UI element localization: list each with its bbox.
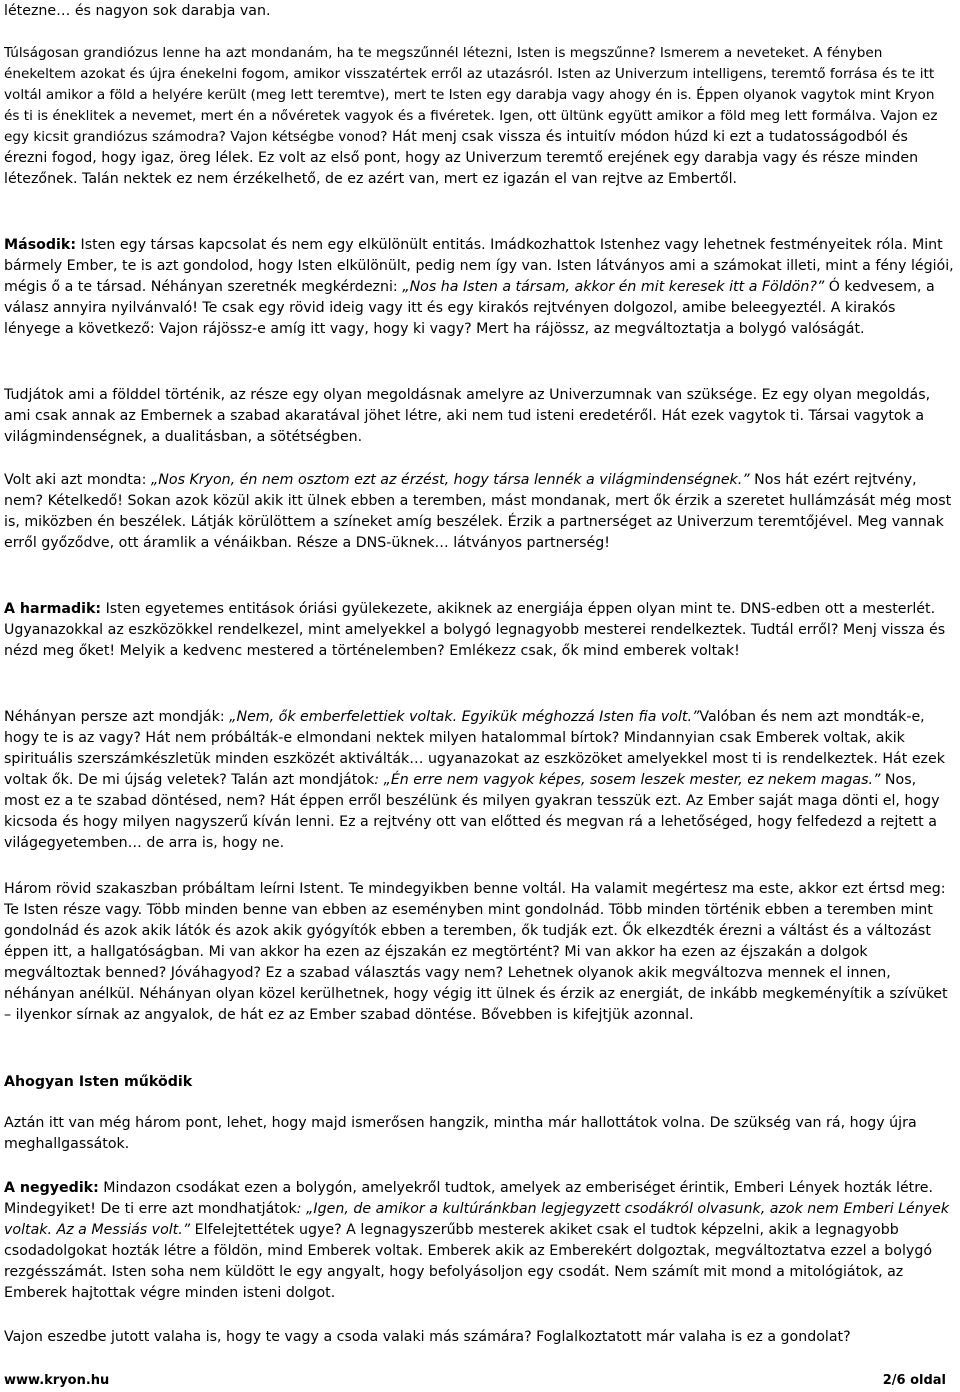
paragraph-summary	[4, 879, 954, 1026]
paragraph-fourth-point	[4, 1178, 954, 1304]
paragraph-text: Volt aki azt mondta:	[4, 472, 151, 488]
quote-text: : „Én erre nem vagyok képes, sosem leszek mester, ez nekem magas.”	[374, 772, 881, 788]
paragraph-text: Három rövid szakaszban próbáltam leírni Istent. Te mindegyikben benne voltál. Ha valamit megértesz ma este, akkor ezt értsd meg: Te Isten része vagy. Több minden benne van ebben az eseményben mint gondolnád. Több minden történik ebben a teremben mint gondolnád és azok akik látók és azok akik gyógyítók ebben a teremben, ők tudják ezt. Ők elkezdték érezni a váltást és a változást éppen itt, a hallgatóságban. Mi van akkor ha ezen az éjszakán ez megtörtént? Mi van akkor ha ezen az éjszakán a dolgok megváltoztak benned? Jóváhagyod? Ez a szabad választás vagy nem? Lehetnek olyanok akik megváltozva mennek el innen, néhányan anélkül. Néhányan olyan közel kerülhetnek, hogy végig itt ülnek és érzik az energiát, de inkább megkeményítik a szívüket – ilyenkor sírnak az angyalok, de hát ez az Ember szabad döntése. Bővebben is kifejtjük azonnal.	[4, 881, 948, 1023]
point-label: Második:	[4, 237, 77, 253]
quote-text: „Nos ha Isten a társam, akkor én mit keresek itt a Földön?”	[402, 279, 825, 295]
paragraph-closing-question	[4, 1327, 954, 1348]
paragraph-second-point	[4, 235, 954, 340]
paragraph-text: Tudjátok ami a földdel történik, az része egy olyan megoldásnak amelyre az Univerzumnak van szüksége. Ez egy olyan megoldás, ami csak annak az Embernek a szabad akaratával jöhet létre, aki nem tud isteni eredetéről. Hát ezek vagytok ti. Társai vagytok a világmindenségnek, a dualitásban, a sötétségben.	[4, 387, 931, 445]
paragraph-text: Vajon eszedbe jutott valaha is, hogy te vagy a csoda valaki más számára? Foglalkoztatott már valaha is ez a gondolat?	[4, 1329, 851, 1345]
paragraph-earth-solution	[4, 385, 954, 448]
paragraph-text: Elfelejtettétek ugye? A legnagyszerűbb mesterek akiket csak el tudtok képzelni, akik a legnagyobb csodadolgokat hozták létre a földön, mind Emberek voltak. Emberek akik az Emberekért dolgoztak, megváltoztatva ezzel a bolygó rezgésszámát. Isten soha nem küldött le egy angyalt, hogy befolyásoljon egy csodát. Nem számít mit mond a mitológiátok, az Emberek hajtottak végre minden isteni dolgot.	[4, 1222, 933, 1301]
paragraph-text: Valóban és nem azt mondták-e, hogy te is az vagy? Hát nem próbálták-e elmondani nektek milyen hatalommal bírtok? Mindannyian csak Emberek voltak, akik spirituális szerszámkészletük minden eszközét aktiválták… ugyanazokat az eszközöket amelyekkel most ti is rendelkeztek. Hát ezek voltak ők. De mi újság veletek? Talán azt mondjátok	[4, 709, 945, 788]
quote-text: „Nos Kryon, én nem osztom ezt az érzést, hogy társa lennék a világmindenségnek.”	[150, 472, 750, 488]
paragraph-text: Aztán itt van még három pont, lehet, hogy majd ismerősen hangzik, mintha már hallottátok volna. De szükség van rá, hogy újra meghallgassátok.	[4, 1115, 917, 1152]
paragraph-third-point	[4, 599, 954, 662]
paragraph-text: Hát menj csak vissza és intuitív módon húzd ki ezt a tudatosságodból és érezni fogod, hogy igaz, öreg lélek. Ez volt az első pont, hogy az Univerzum teremtő erejének egy darabja vagy és része minden létezőnek. Talán nektek ez nem érzékelhető, de ez azért van, mert ez igazán el van rejtve az Embertől.	[4, 129, 919, 187]
paragraph-text: Ó kedvesem, a válasz annyira nyilvánvaló! Te csak egy rövid ideig vagy itt és egy kirakós rejtvényen dolgozol, amibe beleegyeztél. A kirakós lényege a következő: Vajon rájössz-e amíg itt vagy, hogy ki vagy? Mert ha rájössz, az megváltoztatja a bolygó valóságát.	[4, 279, 935, 337]
point-label: A harmadik:	[4, 601, 102, 617]
paragraph-first-point	[4, 43, 954, 190]
quote-text: „Nem, ők emberfelettiek voltak. Egyikük méghozzá Isten fia volt.”	[229, 709, 700, 725]
paragraph-text: Nos hát ezért rejtvény, nem? Kételkedő! Sokan azok közül akik itt ülnek ebben a teremben, mást mondanak, mert ők érzik a szeretet hullámzását még most is, miközben én beszélek. Látják körülöttem a színeket amíg beszélek. Érzik a partnerséget az Univerzum teremtőjével. Meg vannak erről győződve, ott áramlik a vénáikban. Része a DNS-üknek… látványos partnerség!	[4, 472, 952, 551]
paragraph-text: létezne… és nagyon sok darabja van.	[4, 3, 271, 19]
paragraph-text: Mindazon csodákat ezen a bolygón, amelyekről tudtok, amelyek az emberiséget érintik, Emberi Lények hozták létre. Mindegyiket! De ti erre azt mondhatjátok	[4, 1180, 934, 1217]
paragraph-doubter	[4, 470, 954, 554]
quote-text: : „Igen, de amikor a kultúránkban legjegyzett csodákról olvasunk, azok nem Emberi Lények voltak. Az a Messiás volt.”	[4, 1201, 950, 1238]
paragraph-intro-continued	[4, 1, 954, 22]
paragraph-masters	[4, 707, 954, 854]
paragraph-text: Néhányan persze azt mondják:	[4, 709, 230, 725]
footer-page-number: 2/6 oldal	[882, 1373, 946, 1388]
footer-website-link[interactable]: www.kryon.hu	[4, 1373, 110, 1388]
paragraph-text: Isten egy társas kapcsolat és nem egy elkülönült entitás. Imádkozhattok Istenhez vagy lehetnek festményeitek róla. Mint bármely Ember, te is azt gondolod, hogy Isten elkülönült, pedig nem így van. Isten látványos ami a számokat illeti, mint a fény légiói, mégis ő a te társad. Néhányan szeretnék megkérdezni:	[4, 237, 954, 295]
paragraph-three-more-points	[4, 1113, 954, 1155]
point-label: A negyedik:	[4, 1180, 99, 1196]
section-heading	[4, 1072, 954, 1093]
paragraph-text: Isten egyetemes entitások óriási gyülekezete, akiknek az energiája éppen olyan mint te. DNS-edben ott a mesterlét. Ugyanazokkal az eszközökkel rendelkezel, mint amelyekkel a bolygó legnagyobb mesterei rendelkeztek. Tudtál erről? Menj vissza és nézd meg őket! Melyik a kedvenc mestered a történelemben? Emlékezz csak, ők mind emberek voltak!	[4, 601, 946, 659]
paragraph-text: Isten az Univerzum intelligens, teremtő forrása és te itt voltál amikor a föld a helyére került (meg lett teremtve), mert te Isten egy darabja vagy ahogy én is. Éppen olyanok vagytok mint Kryon és ti is éneklitek a nevemet, mert én a nővéretek vagyok és a fivéretek. Igen, ott ültünk együtt amikor a föld meg lett formálva. Vajon ez egy kicsit grandiózus számodra? Vajon kétségbe vonod?	[4, 66, 938, 145]
paragraph-text: Nos, most ez a te szabad döntésed, nem? Hát éppen erről beszélünk és milyen gyakran tesszük ezt. Az Ember saját maga dönti el, hogy kicsoda és hogy milyen nagyszerű kíván lenni. Ez a rejtvény ott van előtted és megvan rá a lehetőséged, hogy felfedezd a rejtett a világegyetemben… de arra is, hogy ne.	[4, 772, 940, 851]
paragraph-text: Túlságosan grandiózus lenne ha azt mondanám, ha te megszűnnél létezni, Isten is megszűnne? Ismerem a neveteket. A fényben énekeltem azokat és újra énekelni fogom, amikor visszatértek erről az utazásról.	[4, 45, 883, 82]
heading-text: Ahogyan Isten működik	[4, 1074, 193, 1090]
